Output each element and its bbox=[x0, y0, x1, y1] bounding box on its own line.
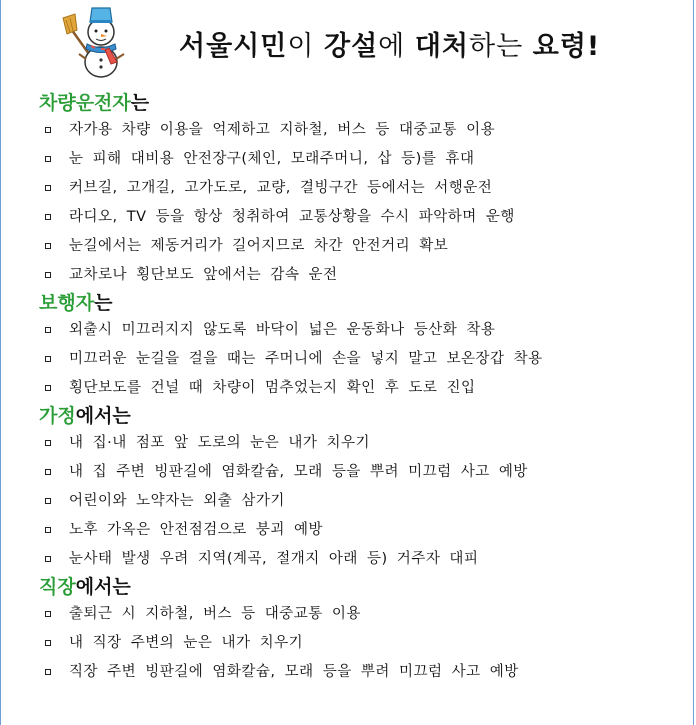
list-item-text: 자가용 차량 이용을 억제하고 지하철, 버스 등 대중교통 이용 bbox=[69, 122, 496, 138]
list-item-text: 눈 피해 대비용 안전장구(체인, 모래주머니, 삽 등)를 휴대 bbox=[69, 151, 475, 167]
list-item bbox=[39, 658, 679, 687]
square-bullet-icon bbox=[45, 385, 51, 391]
square-bullet-icon bbox=[45, 185, 51, 191]
list-item bbox=[39, 600, 679, 629]
section-heading bbox=[39, 90, 679, 116]
list-item bbox=[39, 545, 679, 574]
square-bullet-icon bbox=[45, 156, 51, 162]
title-part-particle-1: 이 bbox=[287, 31, 324, 62]
guidelines-content bbox=[39, 90, 679, 687]
list-item-text: 출퇴근 시 지하철, 버스 등 대중교통 이용 bbox=[69, 606, 361, 622]
title-part-response: 대처 bbox=[414, 31, 470, 62]
section-heading-suffix: 에서는 bbox=[75, 405, 131, 427]
section-heading bbox=[39, 290, 679, 316]
title-part-particle-3: 하는 bbox=[469, 31, 533, 62]
square-bullet-icon bbox=[45, 440, 51, 446]
list-item bbox=[39, 458, 679, 487]
title-part-seoul: 서울시민 bbox=[179, 31, 288, 62]
square-bullet-icon bbox=[45, 243, 51, 249]
list-item bbox=[39, 203, 679, 232]
page-title bbox=[179, 24, 600, 63]
list-item-text: 내 직장 주변의 눈은 내가 치우기 bbox=[69, 635, 304, 651]
section-heading-accent: 차량운전자 bbox=[39, 92, 131, 114]
list-item-text: 노후 가옥은 안전점검으로 붕괴 예방 bbox=[69, 522, 324, 538]
section-heading-suffix: 에서는 bbox=[75, 576, 131, 598]
square-bullet-icon bbox=[45, 498, 51, 504]
list-item bbox=[39, 174, 679, 203]
list-item-text: 커브길, 고개길, 고가도로, 교량, 결빙구간 등에서는 서행운전 bbox=[69, 180, 493, 196]
document-header bbox=[61, 4, 681, 84]
section-heading bbox=[39, 574, 679, 600]
square-bullet-icon bbox=[45, 669, 51, 675]
list-item bbox=[39, 374, 679, 403]
list-item bbox=[39, 116, 679, 145]
title-part-particle-2: 에 bbox=[378, 31, 415, 62]
square-bullet-icon bbox=[45, 327, 51, 333]
list-item-text: 눈사태 발생 우려 지역(계곡, 절개지 아래 등) 거주자 대피 bbox=[69, 551, 479, 567]
snowman-with-broom-icon bbox=[61, 4, 141, 84]
title-part-guidelines: 요령! bbox=[532, 31, 601, 62]
list-item-text: 미끄러운 눈길을 걸을 때는 주머니에 손을 넣지 말고 보온장갑 착용 bbox=[69, 351, 543, 367]
square-bullet-icon bbox=[45, 469, 51, 475]
section-heading-accent: 직장 bbox=[39, 576, 76, 598]
list-item-text: 내 집·내 점포 앞 도로의 눈은 내가 치우기 bbox=[69, 435, 370, 451]
square-bullet-icon bbox=[45, 611, 51, 617]
square-bullet-icon bbox=[45, 640, 51, 646]
square-bullet-icon bbox=[45, 556, 51, 562]
list-item-text: 직장 주변 빙판길에 염화칼슘, 모래 등을 뿌려 미끄럼 사고 예방 bbox=[69, 664, 519, 680]
section-heading-suffix: 는 bbox=[130, 92, 150, 114]
section-drivers bbox=[39, 90, 679, 290]
list-item bbox=[39, 429, 679, 458]
list-item-text: 라디오, TV 등을 항상 청취하여 교통상황을 수시 파악하며 운행 bbox=[69, 209, 515, 225]
list-item-text: 횡단보도를 건널 때 차량이 멈추었는지 확인 후 도로 진입 bbox=[69, 380, 476, 396]
list-item-text: 교차로나 횡단보도 앞에서는 감속 운전 bbox=[69, 267, 338, 283]
list-item bbox=[39, 345, 679, 374]
square-bullet-icon bbox=[45, 214, 51, 220]
list-item bbox=[39, 316, 679, 345]
list-item-text: 어린이와 노약자는 외출 삼가기 bbox=[69, 493, 285, 509]
list-item bbox=[39, 145, 679, 174]
title-part-snowfall: 강설 bbox=[324, 31, 379, 62]
list-item bbox=[39, 487, 679, 516]
list-item bbox=[39, 516, 679, 545]
list-item-text: 내 집 주변 빙판길에 염화칼슘, 모래 등을 뿌려 미끄럼 사고 예방 bbox=[69, 464, 528, 480]
list-item-text: 외출시 미끄러지지 않도록 바닥이 넓은 운동화나 등산화 착용 bbox=[69, 322, 496, 338]
list-item bbox=[39, 629, 679, 658]
section-heading-suffix: 는 bbox=[94, 292, 113, 314]
list-item-text: 눈길에서는 제동거리가 길어지므로 차간 안전거리 확보 bbox=[69, 238, 449, 254]
square-bullet-icon bbox=[45, 356, 51, 362]
section-households bbox=[39, 403, 679, 574]
square-bullet-icon bbox=[45, 527, 51, 533]
section-pedestrians bbox=[39, 290, 679, 403]
square-bullet-icon bbox=[45, 272, 51, 278]
section-heading-accent: 가정 bbox=[39, 405, 76, 427]
section-heading bbox=[39, 403, 679, 429]
list-item bbox=[39, 261, 679, 290]
section-heading-accent: 보행자 bbox=[39, 292, 95, 314]
list-item bbox=[39, 232, 679, 261]
square-bullet-icon bbox=[45, 127, 51, 133]
section-workplaces bbox=[39, 574, 679, 687]
